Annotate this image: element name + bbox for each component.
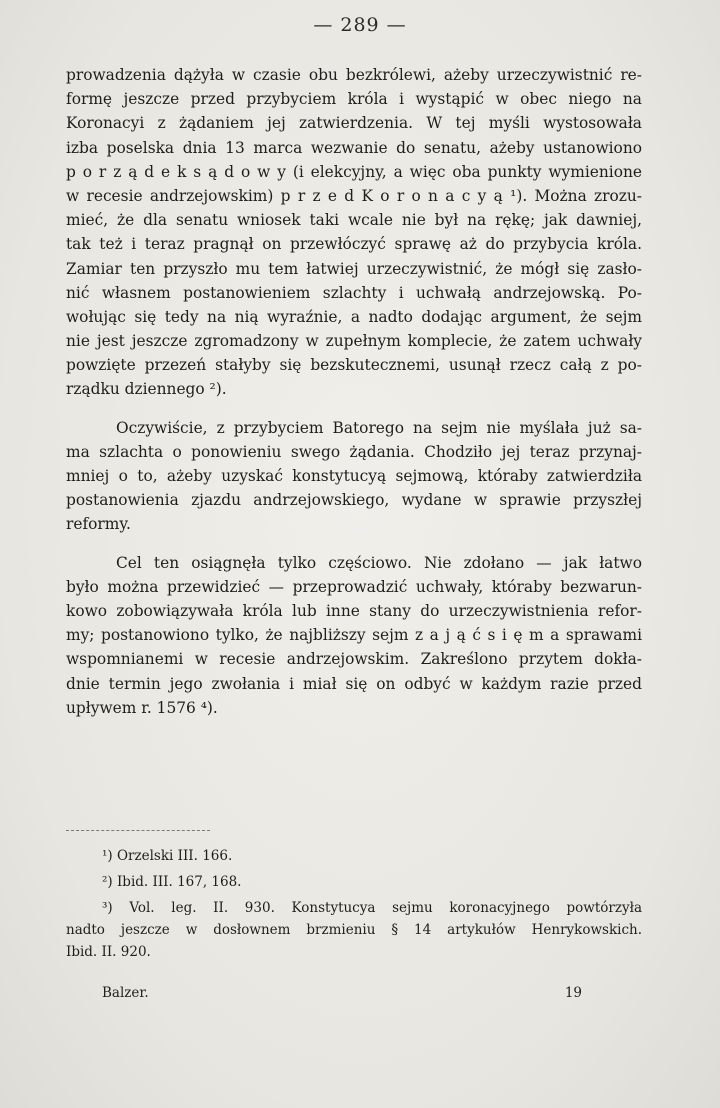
text-line: wspomnianemi w recesie andrzejowskim. Zakreślono przytem dokła- xyxy=(66,650,642,669)
text-line: rządku dziennego ²). xyxy=(66,380,227,399)
text-line: upływem r. 1576 ⁴). xyxy=(66,698,218,717)
text-line: izba poselska dnia 13 marca wezwanie do senatu, ażeby ustanowiono xyxy=(66,138,642,157)
footnotes xyxy=(66,845,642,963)
text-line: prowadzenia dążyła w czasie obu bezkrólewi, ażeby urzeczywistnić re- xyxy=(66,66,642,84)
text-line: mniej o to, ażeby uzyskać konstytucyą sejmową, któraby zatwierdziła xyxy=(66,467,642,485)
text-line: nie jest jeszcze zgromadzony w zupełnym komplecie, że zatem uchwały xyxy=(66,332,642,351)
text-line: my; postanowiono tylko, że najbliższy sejm z a j ą ć s i ę m a sprawami xyxy=(66,626,642,645)
text-line: ma szlachta o ponowieniu swego żądania. Chodziło jej teraz przynaj- xyxy=(66,442,642,461)
text-line: nić własnem postanowieniem szlachty i uchwałą andrzejowską. Po- xyxy=(66,283,642,302)
text-line: formę jeszcze przed przybyciem króla i wystąpić w obec niego na xyxy=(66,90,642,109)
text-line: wołując się tedy na nią wyraźnie, a nadto dodając argument, że sejm xyxy=(66,307,642,326)
text-line: mieć, że dla senatu wniosek taki wcale nie był na rękę; jak dawniej, xyxy=(66,211,642,230)
footnote-3: ³) Vol. leg. II. 930. Konstytucya sejmu koronacyjnego powtórzyła xyxy=(102,900,642,916)
text-line: tak też i teraz pragnął on przewłóczyć sprawę aż do przybycia króla. xyxy=(66,235,642,254)
text-line: powzięte przezeń stałyby się bezskutecznemi, usunął rzecz całą z po- xyxy=(66,356,642,375)
footnote-2: ²) Ibid. III. 167, 168. xyxy=(102,874,242,890)
printer-signature xyxy=(102,982,582,1004)
text-line: w recesie andrzejowskim) p r z e d K o r o n a c y ą ¹). Można zrozu- xyxy=(66,186,642,205)
text-line: Zamiar ten przyszło mu tem łatwiej urzeczywistnić, że mógł się zasło- xyxy=(66,259,642,278)
footnote-3-line: Ibid. II. 920. xyxy=(66,944,151,960)
paragraph-3 xyxy=(66,551,642,720)
footnote-1: ¹) Orzelski III. 166. xyxy=(102,848,233,864)
text-line: reformy. xyxy=(66,515,131,534)
signature-author: Balzer. xyxy=(102,985,149,1001)
signature-sheet-number: 19 xyxy=(564,985,582,1001)
text-line: Koronacyi z żądaniem jej zatwierdzenia. W tej myśli wystosowała xyxy=(66,114,642,133)
text-line: Oczywiście, z przybyciem Batorego na sejm nie myślała już sa- xyxy=(116,418,642,437)
text-line: postanowienia zjazdu andrzejowskiego, wydane w sprawie przyszłej xyxy=(66,491,642,510)
paragraph-2 xyxy=(66,416,642,537)
text-line: kowo zobowiązywała króla lub inne stany do urzeczywistnienia refor- xyxy=(66,601,642,620)
main-text xyxy=(66,63,642,720)
paragraph-1 xyxy=(66,63,642,402)
footnote-3-line: nadto jeszcze w dosłownem brzmieniu § 14 artykułów Henrykowskich. xyxy=(66,922,642,938)
text-line: p o r z ą d e k s ą d o w y (i elekcyjny, a więc oba punkty wymienione xyxy=(66,162,642,181)
footnote-separator xyxy=(66,830,210,832)
text-line: Cel ten osiągnęła tylko częściowo. Nie zdołano — jak łatwo xyxy=(116,553,642,572)
text-line: dnie termin jego zwołania i miał się on odbyć w każdym razie przed xyxy=(66,674,642,693)
page-number: — 289 — xyxy=(313,14,407,36)
text-line: było można przewidzieć — przeprowadzić uchwały, któraby bezwarun- xyxy=(66,577,642,596)
